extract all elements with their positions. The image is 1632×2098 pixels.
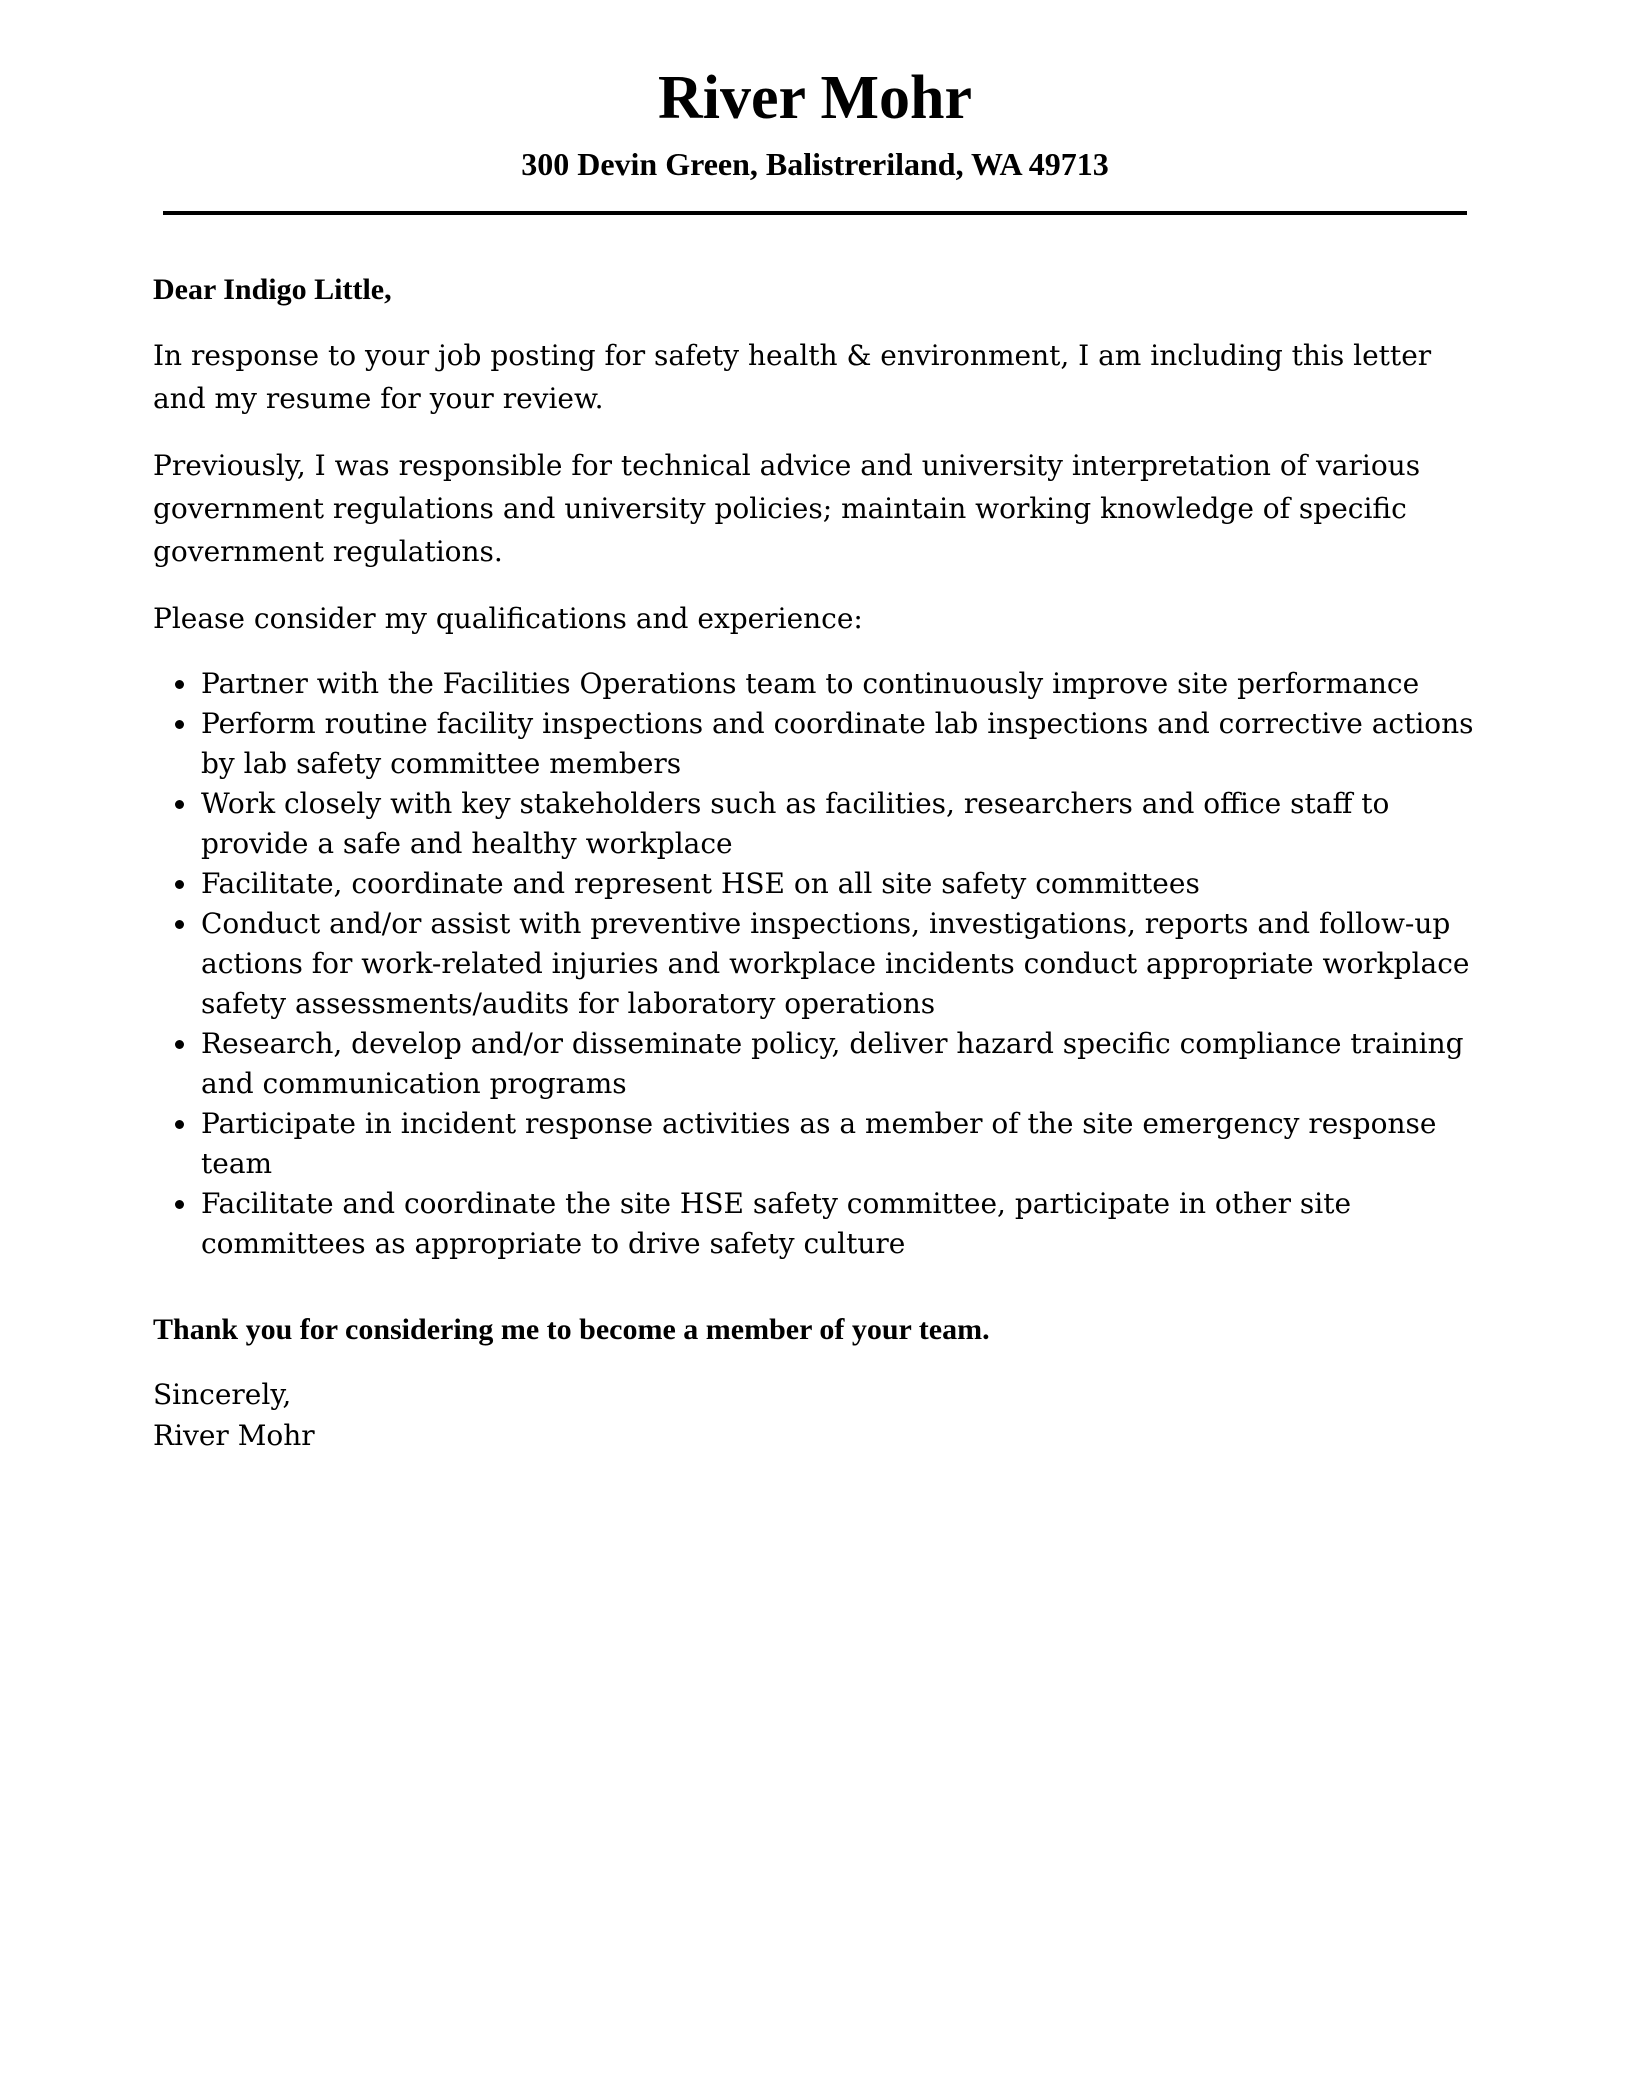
bullet-icon xyxy=(175,680,184,689)
bullet-icon xyxy=(175,800,184,809)
list-item-text: Facilitate, coordinate and represent HSE on all site safety committees xyxy=(201,867,1200,900)
list-item xyxy=(153,1104,1483,1184)
bullet-icon xyxy=(175,1040,184,1049)
letter-body xyxy=(153,270,1483,1456)
list-item-text: Partner with the Facilities Operations team to continuously improve site performance xyxy=(201,667,1420,700)
bullet-icon xyxy=(175,1120,184,1129)
signature-name: River Mohr xyxy=(153,1419,315,1452)
letter-header xyxy=(163,58,1467,182)
bullet-icon xyxy=(175,920,184,929)
list-item xyxy=(153,704,1483,784)
list-item-text: Conduct and/or assist with preventive inspections, investigations, reports and follow-up actions for work-related injuries and workplace incidents conduct appropriate workplace safety assessments/audits for laboratory operations xyxy=(201,907,1470,1020)
list-item xyxy=(153,1184,1483,1264)
bullet-icon xyxy=(175,880,184,889)
experience-paragraph: Previously, I was responsible for technical advice and university interpretation of various government regulations and university policies; maintain working knowledge of specific government regulations. xyxy=(153,449,1421,568)
list-item xyxy=(153,1024,1483,1104)
bullet-icon xyxy=(175,1200,184,1209)
header-divider xyxy=(163,211,1467,215)
qualifications-lead-in: Please consider my qualifications and experience: xyxy=(153,602,863,635)
qualifications-list xyxy=(153,664,1483,1264)
intro-paragraph: In response to your job posting for safety health & environment, I am including this letter and my resume for your review. xyxy=(153,339,1432,415)
list-item-text: Work closely with key stakeholders such as facilities, researchers and office staff to provide a safe and healthy workplace xyxy=(201,787,1390,860)
sender-name: River Mohr xyxy=(658,64,972,132)
list-item-text: Research, develop and/or disseminate policy, deliver hazard specific compliance training and communication programs xyxy=(201,1027,1464,1100)
bullet-icon xyxy=(175,720,184,729)
list-item xyxy=(153,784,1483,864)
sender-address: 300 Devin Green, Balistreriland, WA 49713 xyxy=(521,146,1109,182)
list-item-text: Participate in incident response activities as a member of the site emergency response team xyxy=(201,1107,1437,1180)
closing-statement: Thank you for considering me to become a member of your team. xyxy=(153,1313,990,1346)
list-item xyxy=(153,864,1483,904)
list-item xyxy=(153,904,1483,1024)
list-item-text: Facilitate and coordinate the site HSE safety committee, participate in other site committees as appropriate to drive safety culture xyxy=(201,1187,1352,1260)
list-item-text: Perform routine facility inspections and coordinate lab inspections and corrective actions by lab safety committee members xyxy=(201,707,1474,780)
salutation: Dear Indigo Little, xyxy=(153,273,392,306)
valediction: Sincerely, xyxy=(153,1378,292,1411)
list-item xyxy=(153,664,1483,704)
